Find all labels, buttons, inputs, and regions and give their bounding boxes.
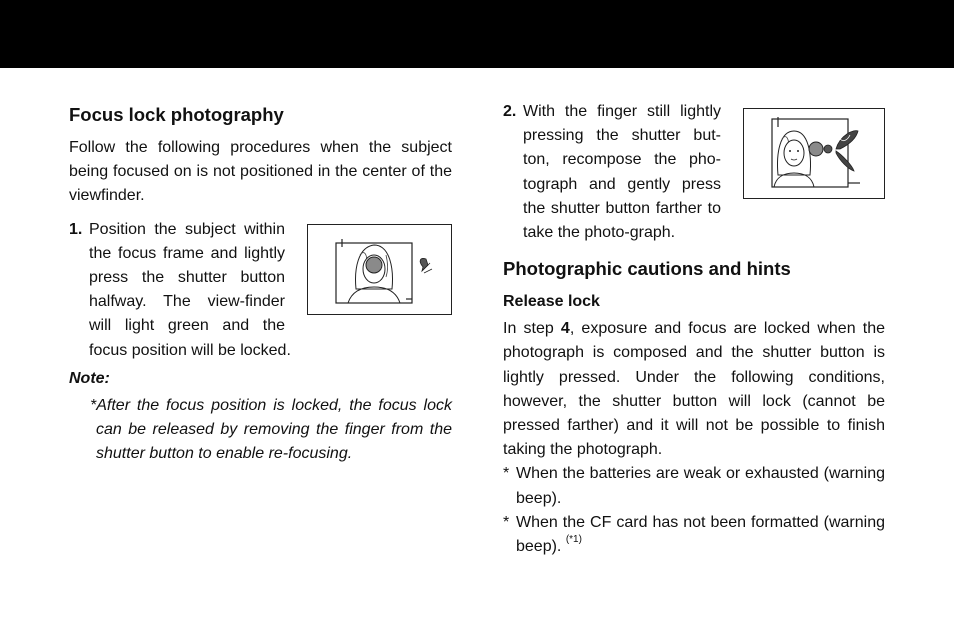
bullet-mark: *: [503, 465, 510, 483]
para-step-ref: 4: [560, 320, 570, 338]
step-2: [503, 100, 885, 245]
step-1-number: 1.: [69, 220, 83, 238]
bullet-text: When the batteries are weak or exhausted (warning beep).: [516, 465, 885, 507]
left-column: [69, 100, 452, 467]
subheading-release-lock: Release lock: [503, 293, 600, 311]
release-lock-paragraph: [503, 317, 885, 462]
step-2-text: With the finger still lightly pressing the shutter but-ton, recompose the pho-tograph and gently press the shutter button farther to take the photo-graph.: [523, 103, 721, 242]
step-2-number: 2.: [503, 103, 517, 120]
step-1: [69, 218, 452, 363]
footnote-ref: (*1): [565, 534, 582, 546]
bullet-item-batteries: [503, 462, 885, 510]
bullet-mark: *: [503, 513, 510, 531]
section-heading-cautions: Photographic cautions and hints: [503, 258, 791, 280]
para-prefix: In step: [503, 320, 561, 338]
para-rest: , exposure and focus are locked when the photograph is composed and the shutter button is lightly pressed. Under the following conditions, however, the shutter button will lock (cannot be pressed farther) and it will not be possible to finish taking the photograph.: [503, 320, 885, 459]
figure-recompose: [743, 108, 885, 199]
intro-paragraph: Follow the following procedures when the subject being focused on is not positioned in the center of the viewfinder.: [69, 139, 452, 205]
bullet-text: When the CF card has not been formatted (warning beep).: [516, 513, 885, 556]
note-text: *After the focus position is locked, the focus lock can be released by removing the finger from the shutter button to enable re-focusing.: [90, 397, 452, 463]
step-1-text: Position the subject within the focus frame and lightly press the shutter button halfway. The view-finder will light green and the focus position will be locked.: [89, 220, 291, 359]
section-heading-focus-lock: Focus lock photography: [69, 104, 284, 125]
top-black-bar: [0, 0, 954, 68]
bullet-item-cf-card: [503, 511, 885, 559]
figure-focus-frame-centered: [307, 224, 452, 315]
note-label: Note:: [69, 369, 110, 387]
right-column: [503, 100, 885, 559]
